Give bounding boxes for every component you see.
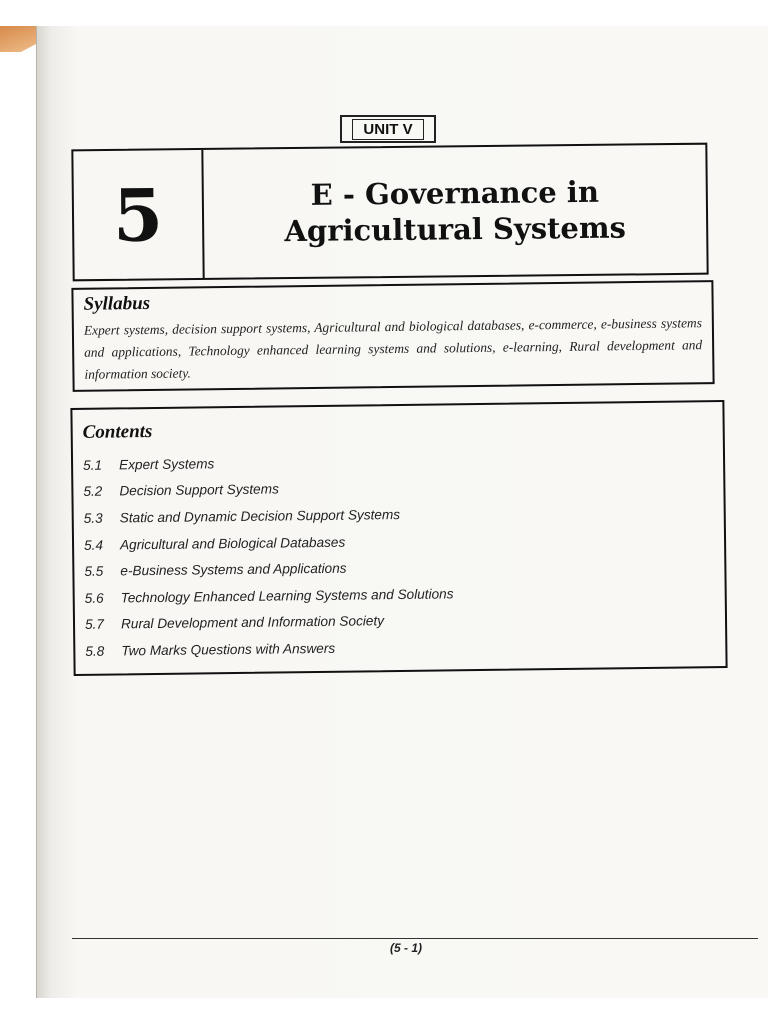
- contents-box: [70, 400, 727, 676]
- footer-rule: [72, 938, 758, 939]
- syllabus-box: [71, 280, 714, 392]
- page-number: (5 - 1): [389, 941, 422, 955]
- contents-item-number: 5.4: [83, 537, 104, 553]
- contents-item-number: 5.2: [83, 484, 103, 500]
- syllabus-text: Expert systems, decision support systems, Agricultural and biological databases, e-commerce, e-business systems and applications, Technology enhanced learning systems and solutions, e-learning, Rural development and information society.: [83, 315, 703, 382]
- chapter-title-line-1: E - Governance in: [310, 174, 600, 212]
- unit-label: UNIT V: [352, 119, 423, 140]
- chapter-number: 5: [73, 150, 204, 279]
- contents-item-number: 5.5: [84, 563, 104, 580]
- contents-item-number: 5.7: [84, 616, 105, 633]
- chapter-title: [203, 145, 706, 278]
- unit-label-box: [340, 115, 436, 143]
- chapter-title-line-2: Agricultural Systems: [284, 210, 627, 249]
- contents-item-title: Decision Support Systems: [119, 481, 279, 499]
- contents-item-title: Static and Dynamic Decision Support Systems: [119, 506, 401, 526]
- contents-item-title: Rural Development and Information Society: [120, 613, 385, 632]
- syllabus-heading: Syllabus: [83, 292, 151, 315]
- contents-heading: Contents: [82, 421, 153, 443]
- contents-item-title: Two Marks Questions with Answers: [121, 640, 336, 659]
- contents-item-number: 5.3: [83, 510, 103, 526]
- contents-item-number: 5.8: [85, 643, 105, 659]
- contents-item-number: 5.1: [82, 457, 103, 473]
- contents-item-title: e-Business Systems and Applications: [120, 560, 347, 579]
- contents-item-title: Agricultural and Biological Databases: [119, 534, 346, 552]
- chapter-header: [71, 143, 708, 282]
- contents-item-title: Expert Systems: [118, 456, 215, 473]
- contents-item-title: Technology Enhanced Learning Systems and Solutions: [120, 586, 454, 606]
- contents-item-number: 5.6: [84, 590, 104, 606]
